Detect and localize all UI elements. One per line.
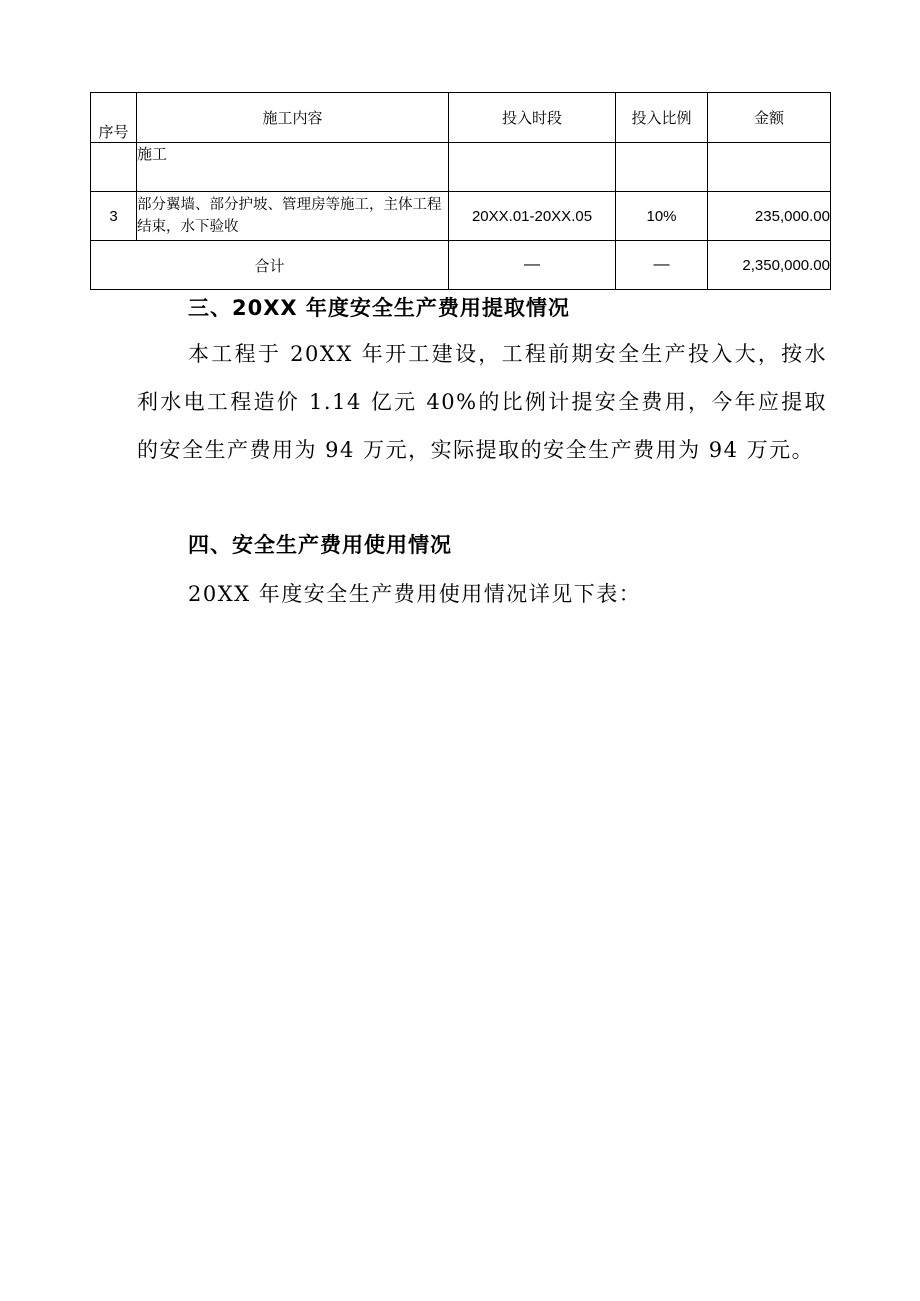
row-content: 施工 xyxy=(137,143,449,192)
header-ratio: 投入比例 xyxy=(616,93,708,143)
total-label: 合计 xyxy=(91,241,449,290)
row-seq xyxy=(91,143,137,192)
table-total-row xyxy=(91,241,831,290)
section-3-paragraph: 本工程于 20XX 年开工建设，工程前期安全生产投入大，按水利水电工程造价 1.14 亿元 40%的比例计提安全费用，今年应提取的安全生产费用为 94 万元，实际提取的安全生产费用为 94 万元。 xyxy=(137,342,827,462)
total-amount: 2,350,000.00 xyxy=(708,241,831,290)
row-period: 20XX.01-20XX.05 xyxy=(449,192,616,241)
row-content: 部分翼墙、部分护坡、管理房等施工，主体工程结束，水下验收 xyxy=(137,192,449,241)
row-ratio xyxy=(616,143,708,192)
row-amount: 235,000.00 xyxy=(708,192,831,241)
header-content: 施工内容 xyxy=(137,93,449,143)
section-4-paragraph: 20XX 年度安全生产费用使用情况详见下表： xyxy=(188,582,642,606)
header-period: 投入时段 xyxy=(449,93,616,143)
section-3-heading: 三、20XX 年度安全生产费用提取情况 xyxy=(188,296,570,320)
header-amount: 金额 xyxy=(708,93,831,143)
total-ratio: — xyxy=(616,241,708,290)
row-amount xyxy=(708,143,831,192)
section-4-heading: 四、安全生产费用使用情况 xyxy=(188,533,452,557)
table-header-row xyxy=(91,93,831,143)
safety-cost-table xyxy=(90,92,831,290)
row-seq: 3 xyxy=(91,192,137,241)
header-seq: 序号 xyxy=(91,93,137,143)
table-row xyxy=(91,143,831,192)
table-row xyxy=(91,192,831,241)
total-period: — xyxy=(449,241,616,290)
row-ratio: 10% xyxy=(616,192,708,241)
row-period xyxy=(449,143,616,192)
